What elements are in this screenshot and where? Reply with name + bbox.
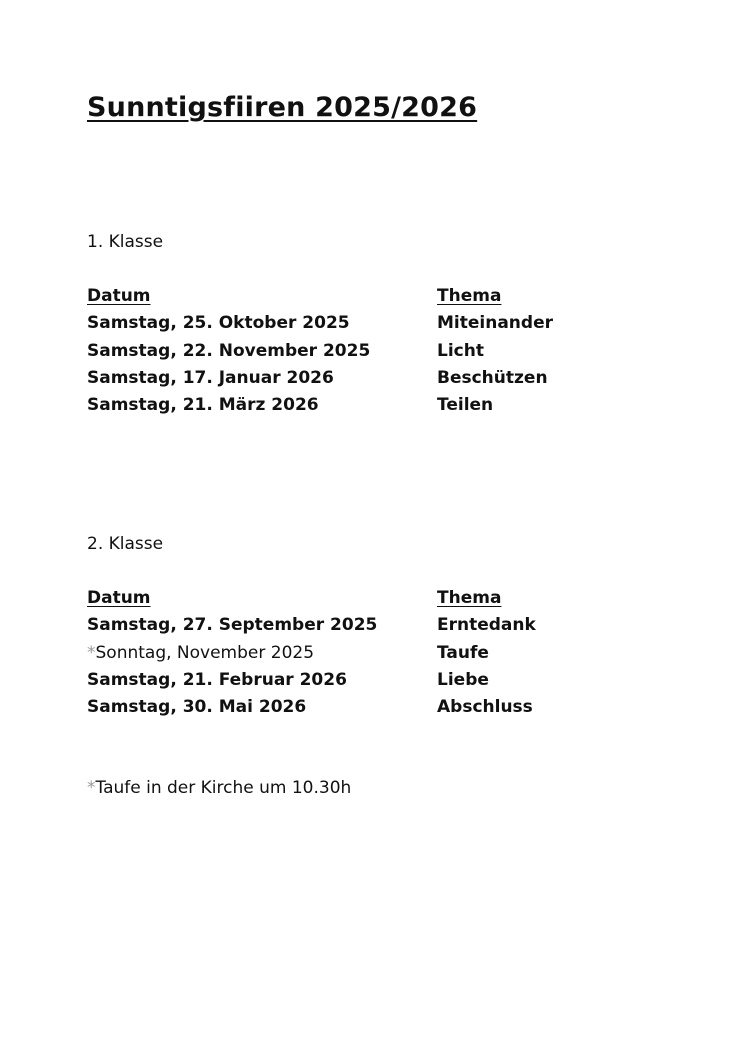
date-cell: Samstag, 30. Mai 2026: [87, 697, 307, 718]
table-header: [87, 283, 647, 310]
table-row: [87, 392, 647, 419]
table-row: [87, 667, 647, 694]
table-row: [87, 612, 647, 639]
date-column-header: Datum: [87, 588, 151, 608]
date-cell: Samstag, 17. Januar 2026: [87, 367, 334, 388]
date-cell: Samstag, 22. November 2025: [87, 340, 371, 361]
section-class-2: [87, 531, 647, 721]
footnote: [87, 775, 351, 802]
topic-cell: Teilen: [437, 395, 494, 416]
class-heading: 1. Klasse: [87, 232, 164, 252]
table-row: [87, 338, 647, 365]
topic-cell: Erntedank: [437, 615, 536, 636]
table-header: [87, 585, 647, 612]
class-heading: 2. Klasse: [87, 534, 164, 554]
footnote-text: Taufe in der Kirche um 10.30h: [95, 778, 352, 798]
date-cell: Samstag, 27. September 2025: [87, 615, 378, 636]
date-cell: Samstag, 21. Februar 2026: [87, 669, 347, 690]
topic-cell: Beschützen: [437, 367, 548, 388]
page-title: Sunntigsfiiren 2025/2026: [87, 92, 478, 123]
footnote-asterisk: *: [87, 778, 96, 798]
schedule-table: [87, 283, 647, 419]
schedule-table: [87, 585, 647, 721]
date-text: Sonntag, November 2025: [95, 642, 315, 663]
table-row-special: [87, 640, 647, 667]
asterisk-marker: *: [87, 642, 96, 663]
date-cell: [87, 640, 314, 667]
topic-column-header: Thema: [437, 588, 502, 608]
section-class-1: [87, 229, 647, 419]
topic-cell: Taufe: [437, 642, 489, 663]
topic-column-header: Thema: [437, 286, 502, 306]
table-row: [87, 365, 647, 392]
table-row: [87, 694, 647, 721]
topic-cell: Abschluss: [437, 697, 533, 718]
date-cell: Samstag, 21. März 2026: [87, 395, 319, 416]
date-column-header: Datum: [87, 286, 151, 306]
topic-cell: Licht: [437, 340, 484, 361]
topic-cell: Liebe: [437, 669, 489, 690]
topic-cell: Miteinander: [437, 313, 553, 334]
date-cell: Samstag, 25. Oktober 2025: [87, 313, 350, 334]
table-row: [87, 310, 647, 337]
